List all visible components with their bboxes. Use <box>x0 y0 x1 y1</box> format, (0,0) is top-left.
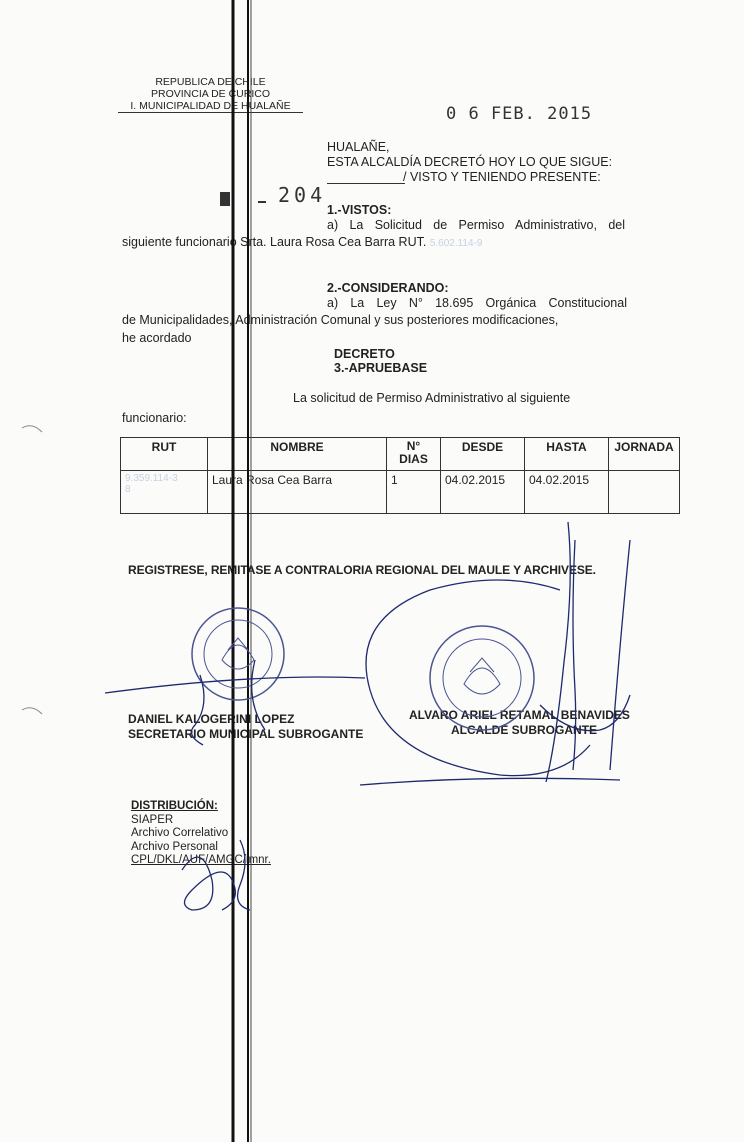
cell-dias: 1 <box>387 471 441 514</box>
stamp-mark <box>220 192 230 206</box>
intro-visto: / VISTO Y TENIENDO PRESENTE: <box>403 170 601 184</box>
left-signer-title: SECRETARIO MUNICIPAL SUBROGANTE <box>128 727 364 741</box>
vistos-heading: 1.-VISTOS: <box>327 203 392 217</box>
distribution-item: SIAPER <box>131 813 174 826</box>
decreto-subheading: 3.-APRUEBASE <box>334 361 428 375</box>
vistos-line2-text: siguiente funcionario Srta. Laura Rosa Cea Barra RUT. <box>122 235 427 249</box>
right-seal <box>430 626 534 730</box>
considerando-line1: a) La Ley N° 18.695 Orgánica Constitucional <box>327 296 627 310</box>
col-nombre: NOMBRE <box>208 438 387 471</box>
cell-rut: 9.359.114-3 8 <box>121 471 208 514</box>
col-hasta: HASTA <box>525 438 609 471</box>
right-signature <box>360 522 630 785</box>
header-province: PROVINCIA DE CURICO <box>150 88 271 100</box>
left-signer-name: DANIEL KALOGERINI LOPEZ <box>128 712 295 726</box>
distribution-item: Archivo Personal <box>131 840 218 853</box>
col-rut: RUT <box>121 438 208 471</box>
cell-hasta: 04.02.2015 <box>525 471 609 514</box>
considerando-line3: he acordado <box>122 331 192 345</box>
considerando-heading: 2.-CONSIDERANDO: <box>327 281 449 295</box>
decreto-line1: La solicitud de Permiso Administrativo al siguiente <box>293 391 571 405</box>
cell-nombre: Laura Rosa Cea Barra <box>208 471 387 514</box>
initials-signature <box>182 840 250 910</box>
right-signer-name: ALVARO ARIEL RETAMAL BENAVIDES <box>409 708 630 722</box>
distribution-item: Archivo Correlativo <box>131 827 229 839</box>
header-municipality: I. MUNICIPALIDAD DE HUALAÑE <box>118 100 303 113</box>
vistos-line1: a) La Solicitud de Permiso Administrativo, del <box>327 218 625 232</box>
redacted-rut: 5.602.114-9 <box>429 238 483 249</box>
distribution-item: CPL/DKL/AUF/AMGC/imnr. <box>131 854 271 866</box>
distribution-heading: DISTRIBUCIÓN: <box>131 800 218 812</box>
left-signature <box>105 660 365 745</box>
cell-desde: 04.02.2015 <box>441 471 525 514</box>
intro-line: ESTA ALCALDÍA DECRETÓ HOY LO QUE SIGUE: <box>327 155 613 169</box>
header-country: REPUBLICA DE CHILE <box>155 76 266 88</box>
decreto-line2: funcionario: <box>122 411 187 425</box>
decreto-heading: DECRETO <box>334 347 395 361</box>
col-desde: DESDE <box>441 438 525 471</box>
col-jornada: JORNADA <box>609 438 680 471</box>
col-dias: N° DIAS <box>387 438 441 471</box>
punch-hole-mark <box>22 708 42 714</box>
intro-place: HUALAÑE, <box>327 140 390 154</box>
considerando-line2: de Municipalidades, Administración Comunal y sus posteriores modificaciones, <box>122 313 559 327</box>
punch-hole-mark <box>22 426 42 432</box>
right-signer-title: ALCALDE SUBROGANTE <box>451 723 597 737</box>
decree-number: 204 <box>278 183 327 207</box>
registrese-line: REGISTRESE, REMITASE A CONTRALORIA REGIONAL DEL MAULE Y ARCHIVESE. <box>128 563 596 577</box>
date-stamp: 0 6 FEB. 2015 <box>446 104 593 124</box>
left-seal <box>192 608 284 700</box>
